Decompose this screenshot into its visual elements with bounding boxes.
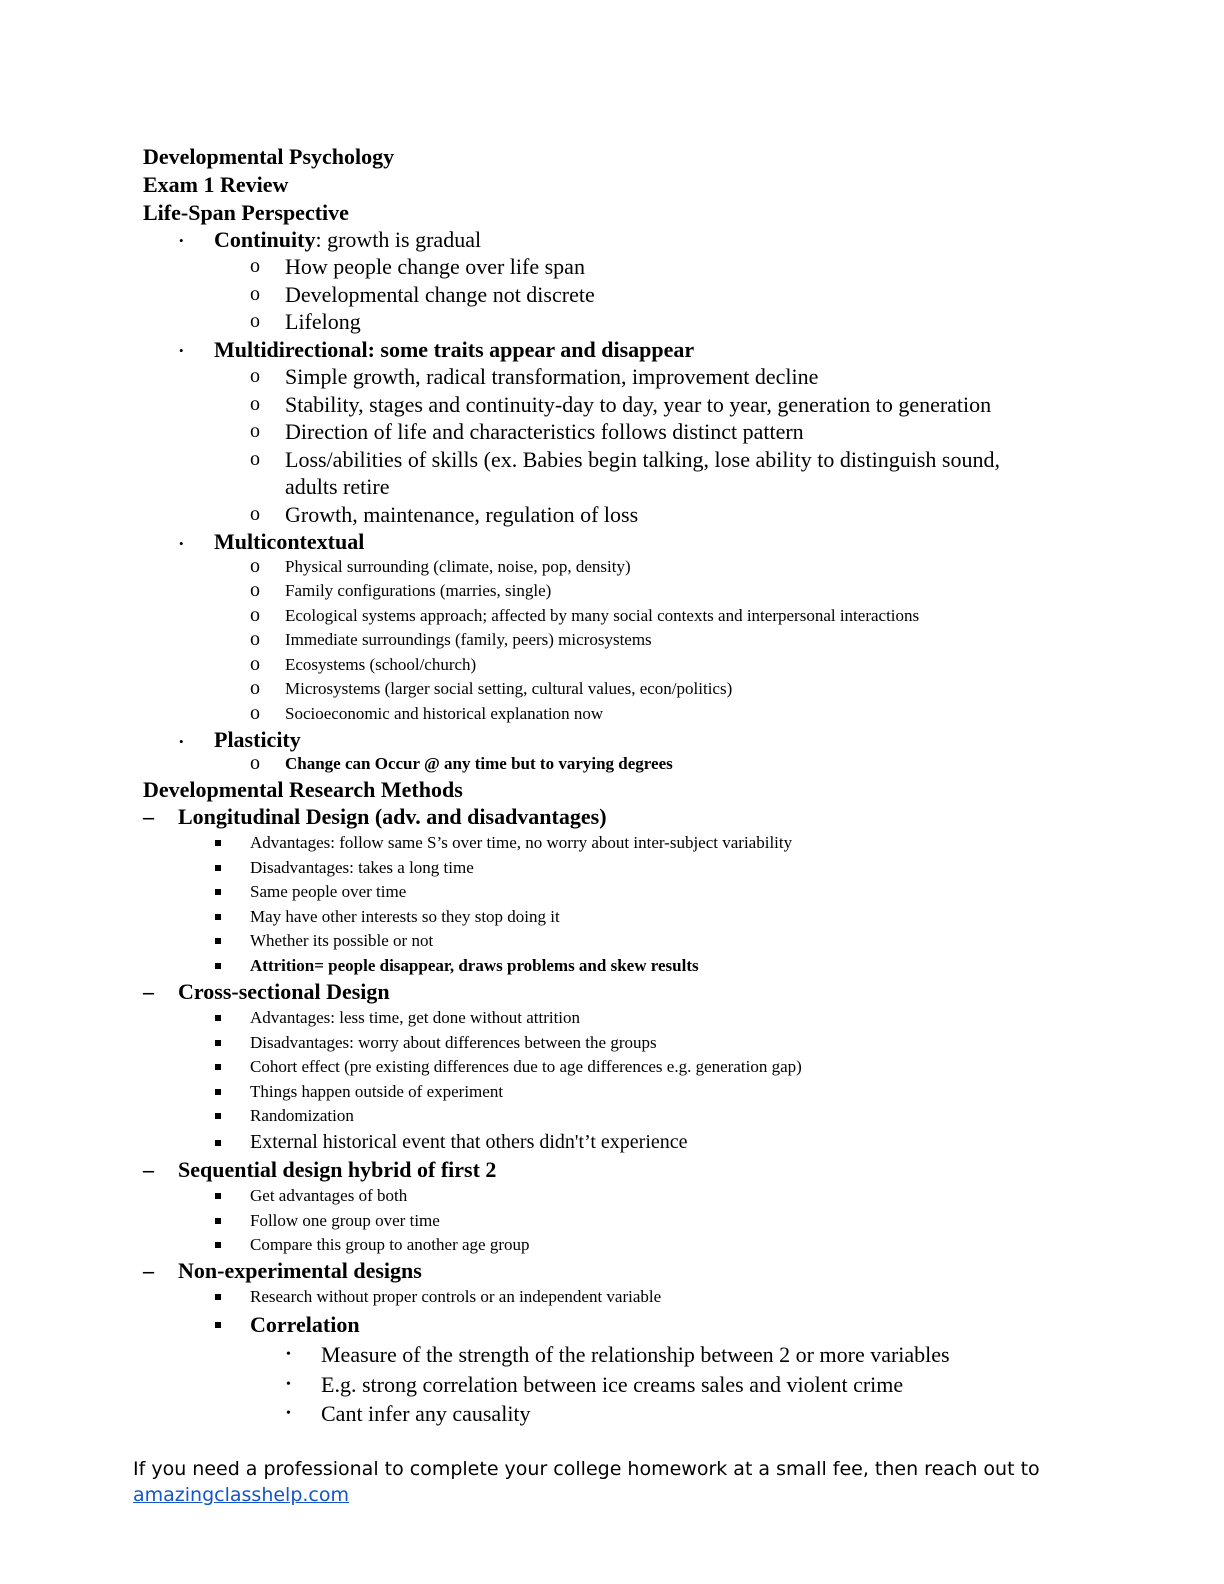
bullet-icon: • — [286, 1406, 291, 1421]
circle-bullet-icon: o — [250, 677, 260, 699]
square-bullet-icon — [215, 840, 221, 846]
list-item: Follow one group over time — [250, 1211, 440, 1230]
list-item: Same people over time — [250, 882, 407, 901]
circle-bullet-icon: o — [250, 310, 260, 332]
square-bullet-icon — [215, 963, 221, 969]
square-bullet-icon — [215, 1140, 221, 1146]
list-item: Ecological systems approach; affected by many social contexts and interpersonal interactions — [285, 606, 920, 625]
list-item: Disadvantages: worry about differences between the groups — [250, 1033, 657, 1052]
list-item-continuation: adults retire — [285, 474, 390, 499]
circle-bullet-icon: o — [250, 702, 260, 724]
circle-bullet-icon: o — [250, 255, 260, 277]
bullet-icon: • — [286, 1377, 291, 1392]
list-item: Whether its possible or not — [250, 931, 434, 950]
list-item: Direction of life and characteristics follows distinct pattern — [285, 419, 804, 444]
footer-text: If you need a professional to complete your college homework at a small fee, then reach out to — [133, 1458, 1040, 1480]
multicontextual-term: Multicontextual — [214, 529, 365, 554]
continuity-desc: : growth is gradual — [315, 227, 482, 252]
square-bullet-icon — [215, 889, 221, 895]
circle-bullet-icon: o — [250, 653, 260, 675]
list-item: How people change over life span — [285, 254, 585, 279]
continuity-term: Continuity — [214, 227, 316, 252]
list-item: Cohort effect (pre existing differences due to age differences e.g. generation gap) — [250, 1057, 802, 1076]
multidirectional-term: Multidirectional — [214, 337, 368, 362]
square-bullet-icon — [215, 1040, 221, 1046]
list-item: Loss/abilities of skills (ex. Babies begin talking, lose ability to distinguish sound, — [285, 447, 1000, 472]
list-item: Immediate surroundings (family, peers) microsystems — [285, 630, 652, 649]
circle-bullet-icon: o — [250, 604, 260, 626]
list-item: Microsystems (larger social setting, cultural values, econ/politics) — [285, 679, 733, 698]
list-item: Randomization — [250, 1106, 354, 1125]
list-item: Cant infer any causality — [321, 1401, 531, 1426]
circle-bullet-icon: o — [250, 393, 260, 415]
square-bullet-icon — [215, 1242, 221, 1248]
list-item: Attrition= people disappear, draws problems and skew results — [250, 956, 699, 975]
square-bullet-icon — [215, 1322, 221, 1328]
dash-bullet-icon: – — [143, 1157, 154, 1182]
bullet-icon: • — [286, 1347, 291, 1362]
multidirectional-desc: : some traits appear and disappear — [367, 337, 695, 362]
square-bullet-icon — [215, 1294, 221, 1300]
multidirectional-item — [214, 339, 694, 361]
list-item: Developmental change not discrete — [285, 282, 595, 307]
circle-bullet-icon: o — [250, 555, 260, 577]
section-heading-life-span: Life-Span Perspective — [143, 200, 349, 225]
circle-bullet-icon: o — [250, 628, 260, 650]
list-item: Compare this group to another age group — [250, 1235, 530, 1254]
dash-bullet-icon: – — [143, 804, 154, 829]
list-item: Lifelong — [285, 309, 361, 334]
list-item: Physical surrounding (climate, noise, pop, density) — [285, 557, 631, 576]
footer-note — [133, 1456, 1093, 1508]
section-heading-research-methods: Developmental Research Methods — [143, 777, 463, 802]
list-item: Things happen outside of experiment — [250, 1082, 504, 1101]
dash-bullet-icon: – — [143, 1258, 154, 1283]
bullet-icon: • — [179, 233, 184, 248]
circle-bullet-icon: o — [250, 283, 260, 305]
circle-bullet-icon: o — [250, 448, 260, 470]
document-subtitle: Exam 1 Review — [143, 172, 289, 197]
square-bullet-icon — [215, 1218, 221, 1224]
plasticity-term: Plasticity — [214, 727, 301, 752]
list-item: Get advantages of both — [250, 1186, 408, 1205]
continuity-item — [214, 229, 481, 251]
list-item: Simple growth, radical transformation, improvement decline — [285, 364, 819, 389]
bullet-icon: • — [179, 734, 184, 749]
list-item: Advantages: follow same S’s over time, no worry about inter-subject variability — [250, 833, 793, 852]
correlation-term: Correlation — [250, 1312, 360, 1337]
cross-sectional-heading: Cross-sectional Design — [178, 979, 390, 1004]
square-bullet-icon — [215, 938, 221, 944]
circle-bullet-icon: o — [250, 503, 260, 525]
square-bullet-icon — [215, 1113, 221, 1119]
list-item: Disadvantages: takes a long time — [250, 858, 474, 877]
list-item: Stability, stages and continuity-day to day, year to year, generation to generation — [285, 392, 992, 417]
circle-bullet-icon: o — [250, 365, 260, 387]
bullet-icon: • — [179, 536, 184, 551]
list-item: Advantages: less time, get done without attrition — [250, 1008, 581, 1027]
list-item: Family configurations (marries, single) — [285, 581, 552, 600]
dash-bullet-icon: – — [143, 979, 154, 1004]
list-item: Ecosystems (school/church) — [285, 655, 477, 674]
list-item: May have other interests so they stop doing it — [250, 907, 560, 926]
circle-bullet-icon: o — [250, 420, 260, 442]
list-item: Measure of the strength of the relationship between 2 or more variables — [321, 1342, 950, 1367]
document-title: Developmental Psychology — [143, 144, 395, 169]
sequential-heading: Sequential design hybrid of first 2 — [178, 1157, 497, 1182]
square-bullet-icon — [215, 1015, 221, 1021]
footer-link[interactable]: amazingclasshelp.com — [133, 1484, 350, 1506]
list-item: Research without proper controls or an independent variable — [250, 1287, 662, 1306]
square-bullet-icon — [215, 1089, 221, 1095]
square-bullet-icon — [215, 1193, 221, 1199]
square-bullet-icon — [215, 914, 221, 920]
square-bullet-icon — [215, 865, 221, 871]
list-item: E.g. strong correlation between ice creams sales and violent crime — [321, 1372, 904, 1397]
circle-bullet-icon: o — [250, 579, 260, 601]
list-item: Growth, maintenance, regulation of loss — [285, 502, 639, 527]
square-bullet-icon — [215, 1064, 221, 1070]
list-item: External historical event that others didn't’t experience — [250, 1131, 688, 1153]
list-item: Change can Occur @ any time but to varying degrees — [285, 754, 673, 773]
list-item: Socioeconomic and historical explanation now — [285, 704, 604, 723]
non-experimental-heading: Non-experimental designs — [178, 1258, 422, 1283]
bullet-icon: • — [179, 343, 184, 358]
circle-bullet-icon: o — [250, 752, 260, 774]
longitudinal-heading: Longitudinal Design (adv. and disadvantages) — [178, 804, 607, 829]
